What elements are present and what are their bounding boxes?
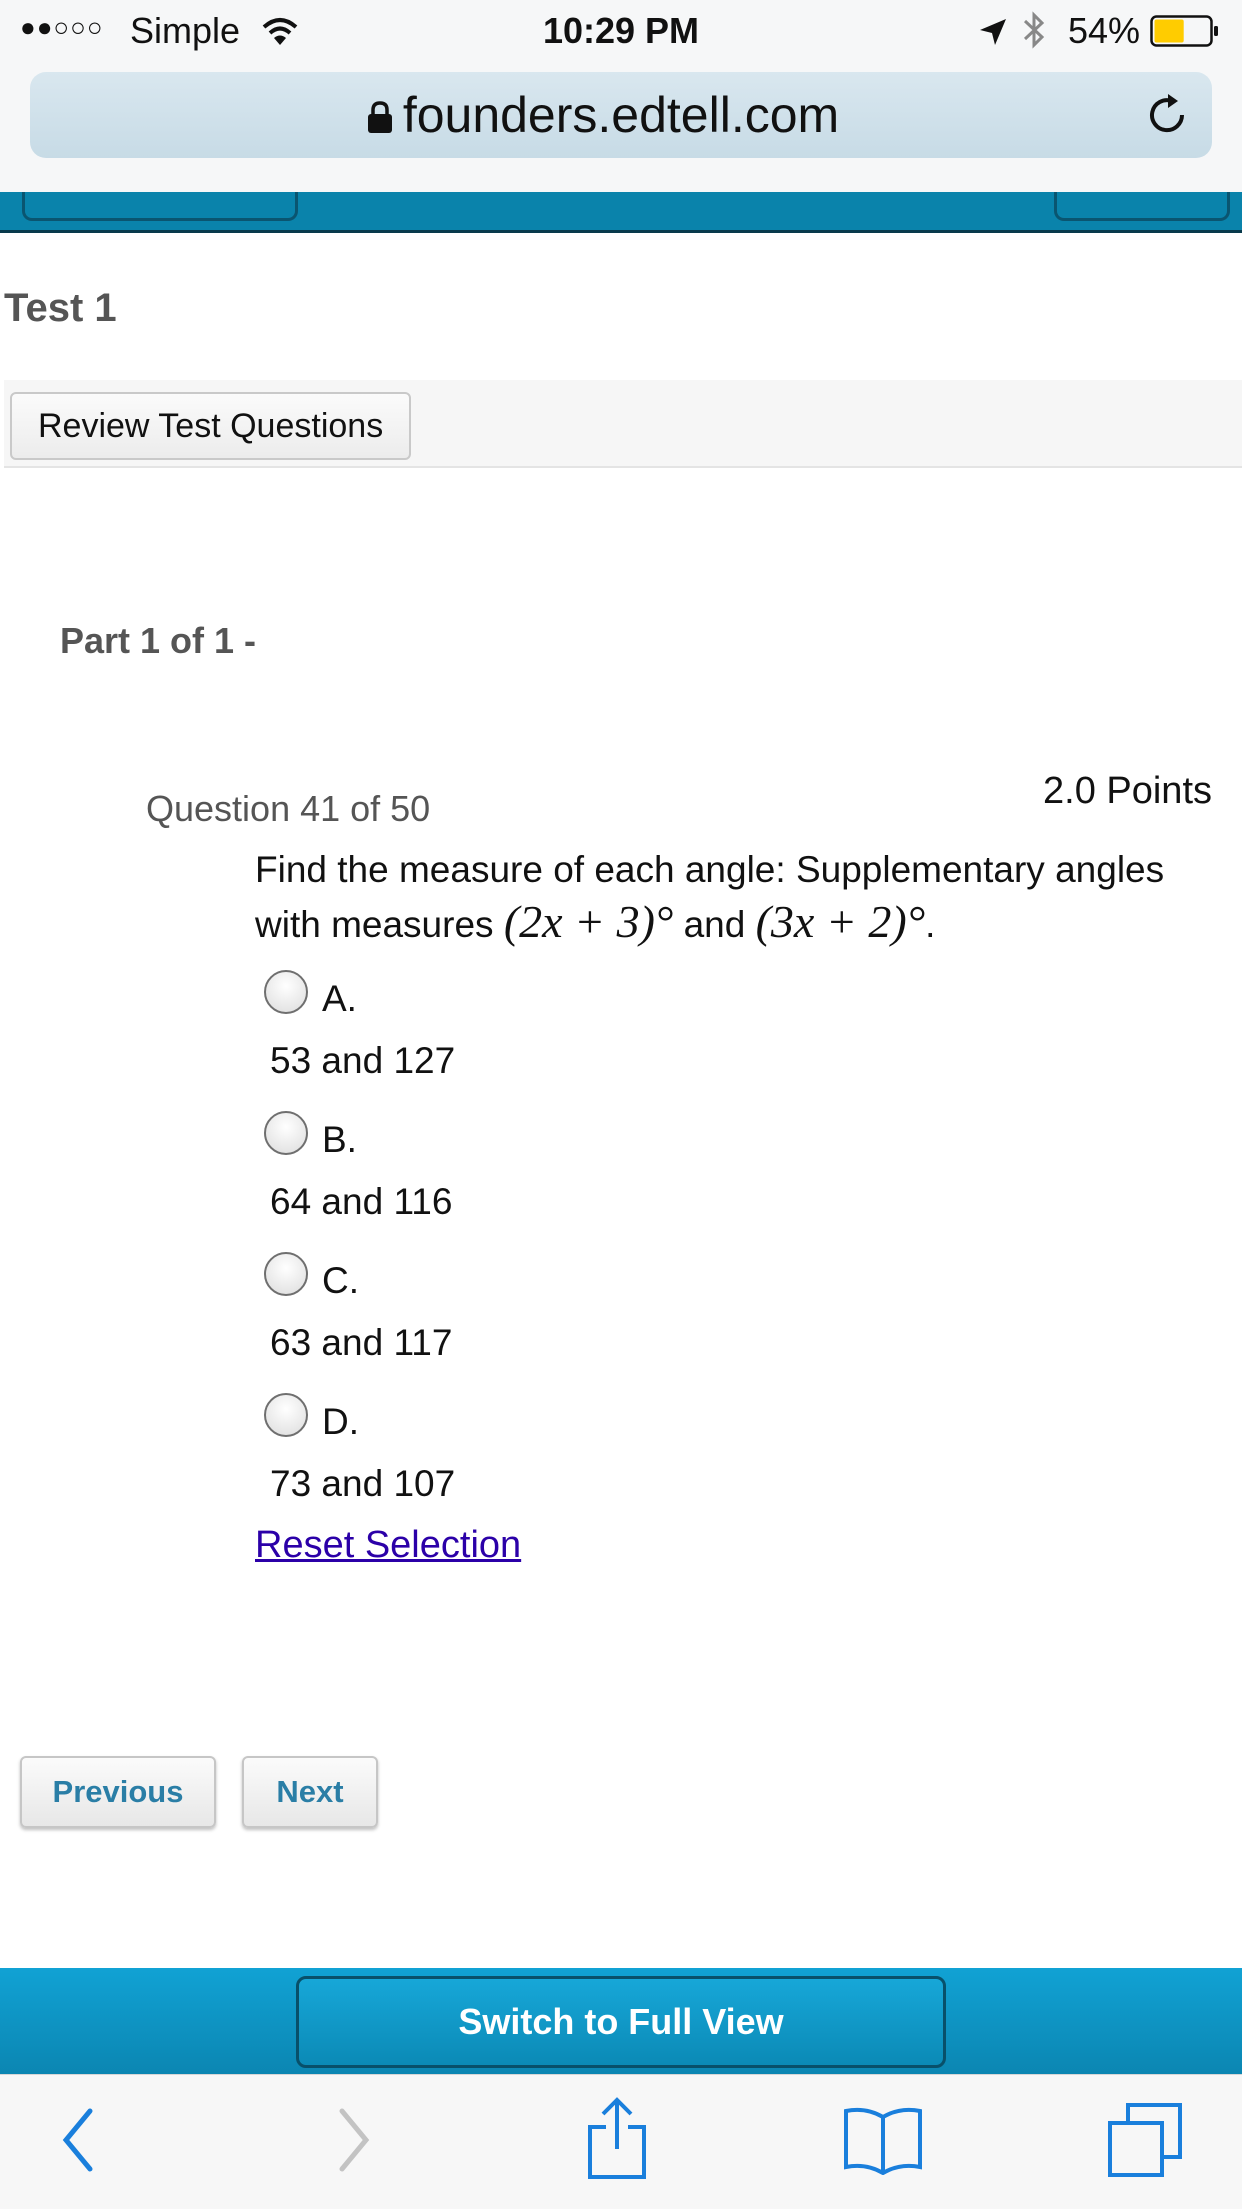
url-text: founders.edtell.com [402,87,840,143]
page-title: Test 1 [4,286,117,330]
option-c-letter: C. [322,1260,359,1301]
part-heading: Part 1 of 1 - [60,620,257,661]
battery-icon [1150,14,1220,46]
option-a-answer: 53 and 127 [270,1040,456,1081]
question-points: 2.0 Points [1043,770,1212,812]
browser-top-chrome [0,0,1242,192]
share-icon[interactable] [586,2097,648,2186]
site-header-bar [0,192,1242,233]
status-time: 10:29 PM [542,10,700,51]
option-c-radio[interactable] [264,1252,308,1296]
question-text-before: Find the measure of each angle: Supplementary angles with measures [255,849,1165,945]
review-test-questions-button[interactable]: Review Test Questions [10,392,411,460]
carrier-name: Simple [130,10,241,51]
option-a-radio[interactable] [264,970,308,1014]
location-arrow-icon [978,14,1008,56]
next-button[interactable]: Next [242,1756,378,1828]
option-a-letter: A. [322,978,357,1019]
browser-bottom-toolbar [0,2074,1242,2209]
reset-selection-link[interactable]: Reset Selection [255,1524,522,1566]
question-text-middle: and [683,904,746,945]
option-b-answer: 64 and 116 [270,1181,453,1222]
bookmarks-icon[interactable] [842,2105,924,2180]
question-text [255,844,1225,951]
back-icon[interactable] [58,2105,98,2180]
previous-button[interactable]: Previous [20,1756,216,1828]
forward-icon[interactable] [334,2105,374,2180]
angle-expression-2: (3x + 2)° [755,896,926,947]
switch-to-full-view-button[interactable]: Switch to Full View [296,1976,946,2068]
header-menu-tab-left[interactable] [22,192,298,221]
test-toolbar [4,380,1242,468]
question-text-after: . [925,904,936,945]
footer-bar [0,1968,1242,2074]
option-b-letter: B. [322,1119,357,1160]
header-menu-tab-right[interactable] [1054,192,1230,221]
question-number: Question 41 of 50 [146,788,431,829]
option-d-radio[interactable] [264,1393,308,1437]
option-c-answer: 63 and 117 [270,1322,453,1363]
tabs-icon[interactable] [1106,2101,1184,2184]
angle-expression-1: (2x + 3)° [503,896,674,947]
option-d-answer: 73 and 107 [270,1463,456,1504]
option-d-letter: D. [322,1401,359,1442]
reload-icon[interactable] [1144,92,1190,143]
signal-strength: ●●○○○ [20,12,104,42]
status-bar [0,0,1242,64]
bluetooth-icon [1022,10,1046,59]
address-bar[interactable] [30,72,1212,158]
battery-percentage: 54% [1068,10,1141,51]
option-b-radio[interactable] [264,1111,308,1155]
